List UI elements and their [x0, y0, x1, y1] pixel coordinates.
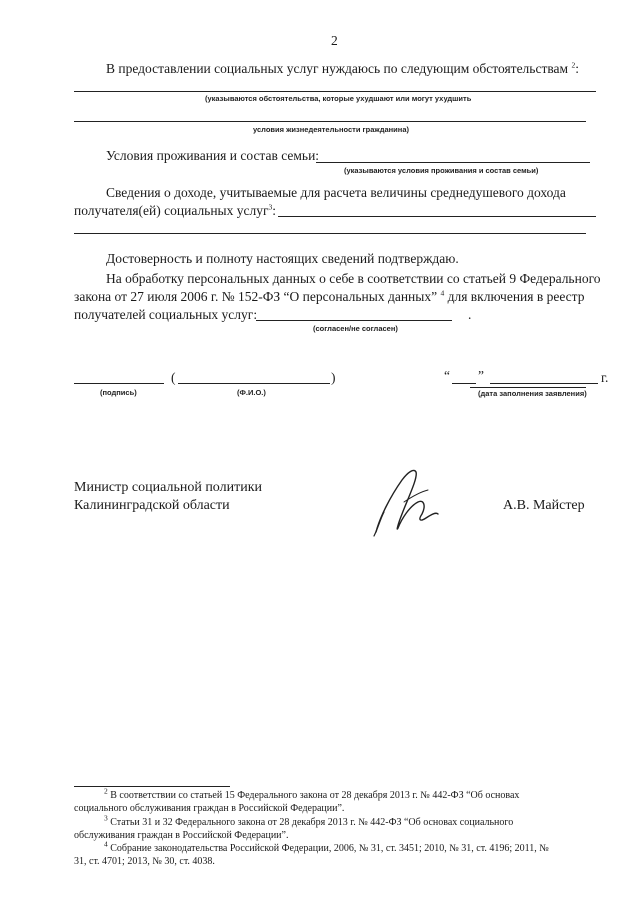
- page-number: 2: [331, 33, 338, 48]
- handwritten-signature: [368, 462, 452, 538]
- circumstances-line-1: [74, 91, 596, 92]
- income-line-1: Сведения о доходе, учитываемые для расчета величины среднедушевого дохода: [106, 185, 566, 200]
- signature-line: [74, 383, 164, 384]
- minister-title-line-2: Калининградской области: [74, 498, 230, 513]
- consent-answer-line: [256, 320, 452, 321]
- footnote-4-line-1: [104, 839, 549, 855]
- minister-title-line-1: Министр социальной политики: [74, 480, 263, 495]
- circumstances-caption-2: условия жизнедеятельности гражданина): [253, 125, 409, 134]
- footnote-3-text: Статьи 31 и 32 Федерального закона от 28 декабря 2013 г. № 442-ФЗ “Об основах социального: [110, 817, 514, 828]
- circumstances-line-2: [74, 121, 586, 122]
- income-label: получателя(ей) социальных услуг: [74, 203, 269, 218]
- footnote-2-text: В соответствии со статьей 15 Федерального закона от 28 декабря 2013 г. № 442-ФЗ “Об основах: [110, 790, 520, 801]
- date-caption: (дата заполнения заявления): [478, 389, 587, 398]
- fio-open-paren: (: [171, 370, 176, 385]
- living-caption: (указываются условия проживания и состав семьи): [344, 166, 539, 175]
- consent-line-2: [74, 289, 584, 305]
- footnote-3-line-2: обслуживания граждан в Российской Федерации”.: [74, 830, 289, 841]
- footnote-ref-2: 2: [571, 60, 576, 70]
- signature-caption: (подпись): [100, 388, 137, 397]
- date-quote-close: ”: [478, 368, 484, 383]
- income-line-blank-1: [278, 216, 596, 217]
- minister-name: А.В. Майстер: [503, 498, 585, 513]
- consent-period: .: [468, 307, 472, 322]
- footnote-2-line-2: социального обслуживания граждан в Российской Федерации”.: [74, 803, 345, 814]
- consent-caption: (согласен/не согласен): [313, 324, 398, 333]
- consent-line-1: На обработку персональных данных о себе в соответствии со статьей 9 Федерального: [106, 271, 601, 286]
- living-line: [316, 162, 590, 163]
- footnote-3-line-1: [104, 813, 514, 829]
- footnote-2-line-1: [104, 786, 520, 802]
- income-colon: :: [272, 203, 277, 218]
- footnote-4-line-2: 31, ст. 4701; 2013, № 30, ст. 4038.: [74, 856, 215, 867]
- fio-close-paren: ): [331, 370, 336, 385]
- footnote-ref-4: 4: [440, 288, 445, 298]
- footnote-separator: [74, 786, 230, 787]
- confirm-text: Достоверность и полноту настоящих сведений подтверждаю.: [106, 251, 459, 266]
- date-day-line: [452, 383, 476, 384]
- income-line-blank-2: [74, 233, 586, 234]
- fio-caption: (Ф.И.О.): [237, 388, 266, 397]
- circumstances-label: В предоставлении социальных услуг нуждаюсь по следующим обстоятельствам: [106, 61, 569, 76]
- circumstances-text: [106, 61, 579, 77]
- circumstances-caption-1: (указываются обстоятельства, которые ухудшают или могут ухудшить: [205, 94, 472, 103]
- footnote-3-mark: 3: [104, 813, 108, 823]
- footnote-2-mark: 2: [104, 786, 108, 796]
- income-line-2: [74, 203, 276, 219]
- consent-purpose-text: для включения в реестр: [447, 289, 585, 304]
- consent-line-3: получателей социальных услуг:: [74, 307, 258, 322]
- footnote-4-mark: 4: [104, 839, 108, 849]
- living-label: Условия проживания и состав семьи:: [106, 148, 320, 163]
- date-quote-open: “: [444, 368, 450, 383]
- footnote-ref-3: 3: [268, 202, 273, 212]
- date-caption-line: [470, 387, 586, 388]
- footnote-4-text: Собрание законодательства Российской Федерации, 2006, № 31, ст. 3451; 2010, № 31, ст. 4196; 2011, №: [110, 843, 549, 854]
- consent-law-text: закона от 27 июля 2006 г. № 152-ФЗ “О персональных данных”: [74, 289, 438, 304]
- date-month-line: [490, 383, 598, 384]
- date-year-suffix: г.: [601, 370, 609, 385]
- fio-line: [178, 383, 330, 384]
- circumstances-colon: :: [575, 61, 579, 76]
